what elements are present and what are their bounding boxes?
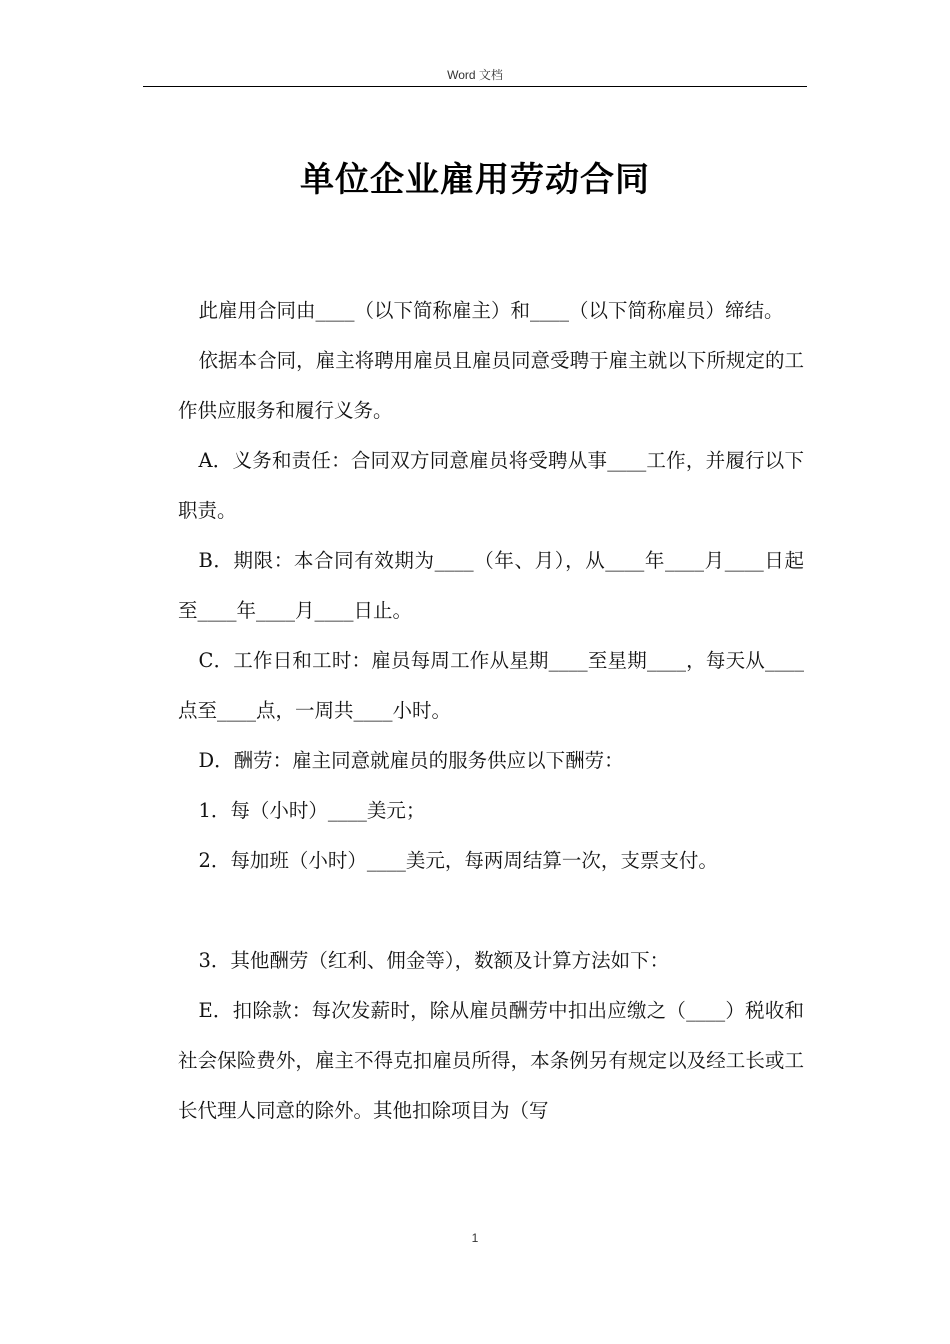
paragraph-item-1: 1．每（小时）____美元；: [198, 799, 426, 822]
paragraph-basis: 依据本合同，雇主将聘用雇员且雇员同意受聘于雇主就以下所规定的工作供应服务和履行义务。: [178, 349, 804, 422]
paragraph-clause-c: C．工作日和工时：雇员每周工作从星期____至星期____，每天从____点至____点，一周共____小时。: [178, 649, 804, 722]
paragraph-clause-e: E．扣除款：每次发薪时，除从雇员酬劳中扣出应缴之（____）税收和社会保险费外，雇主不得克扣雇员所得，本条例另有规定以及经工长或工长代理人同意的除外。其他扣除项目为（写: [178, 999, 804, 1122]
paragraph-item-2: 2．每加班（小时）____美元，每两周结算一次，支票支付。: [198, 849, 718, 872]
paragraph-item-3: 3．其他酬劳（红利、佣金等），数额及计算方法如下：: [198, 949, 670, 972]
page-number: 1: [471, 1231, 479, 1245]
paragraph-clause-b: B．期限：本合同有效期为____（年、月），从____年____月____日起至____年____月____日止。: [178, 549, 804, 622]
paragraph-parties: 此雇用合同由____（以下简称雇主）和____（以下简称雇员）缔结。: [198, 299, 784, 322]
header-divider: [143, 86, 807, 87]
document-body: [178, 286, 804, 1136]
paragraph-clause-a: A．义务和责任：合同双方同意雇员将受聘从事____工作，并履行以下职责。: [178, 449, 804, 522]
paragraph-clause-d: D．酬劳：雇主同意就雇员的服务供应以下酬劳：: [198, 749, 624, 772]
document-title: 单位企业雇用劳动合同: [300, 160, 650, 200]
page-header-label: Word 文档: [447, 68, 503, 82]
